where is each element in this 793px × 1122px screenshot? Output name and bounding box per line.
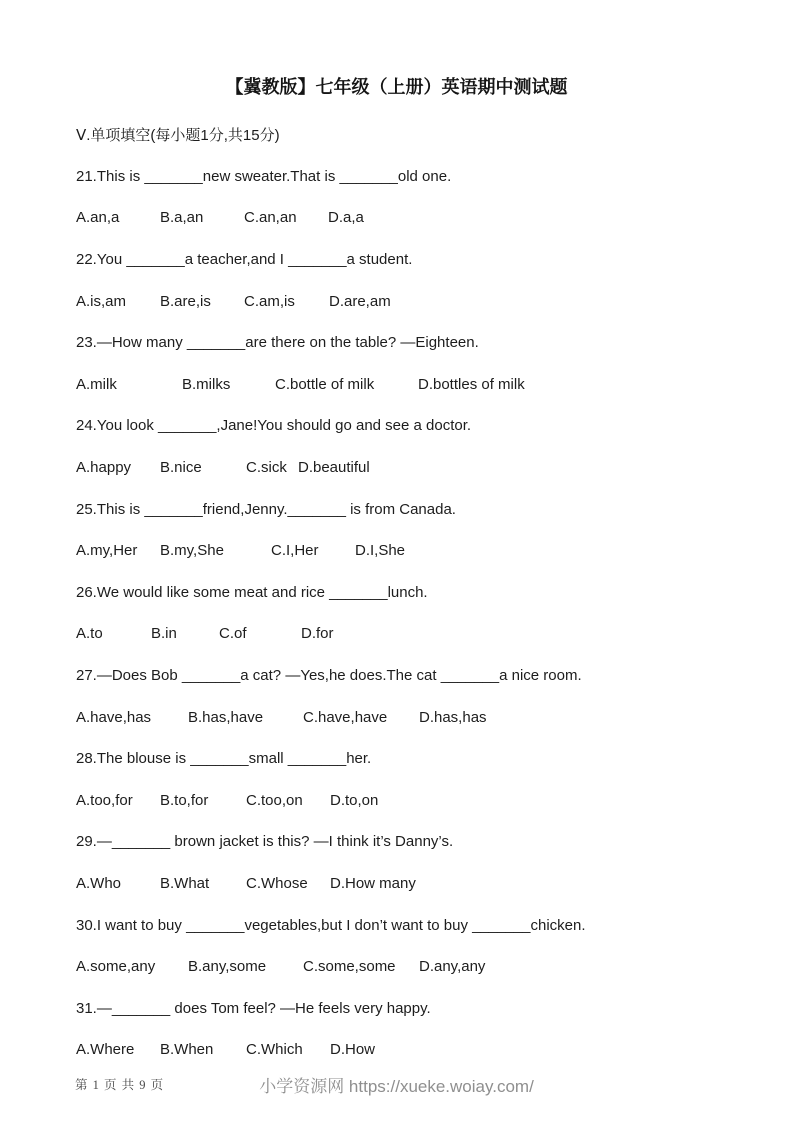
page-number: 第 1 页 共 9 页 [75,1078,165,1092]
option-d: D.beautiful [298,459,370,477]
option-a: A.to [76,625,103,643]
option-d: D.How [330,1041,376,1059]
option-c: C.too,on [246,791,303,809]
option-d: D.a,a [328,209,364,227]
option-d: D.How many [330,874,416,892]
option-a: A.milk [76,375,117,393]
option-b: B.When [160,1041,214,1059]
option-c: C.Which [246,1041,303,1059]
question-options [76,364,763,406]
option-c: C.sick [246,459,287,477]
question-options [76,613,763,655]
question-text: 27.—Does Bob _______a cat? —Yes,he does.The cat _______a nice room. [76,667,582,685]
questions-container [76,156,763,1071]
question-options [76,280,763,322]
option-a: A.is,am [76,292,127,310]
option-c: C.am,is [244,292,295,310]
page-title: 【冀教版】七年级（上册）英语期中测试题 [225,77,568,97]
option-b: B.in [151,625,177,643]
option-c: C.of [219,625,247,643]
option-c: C.Whose [246,874,308,892]
option-a: A.have,has [76,708,152,726]
question-options [76,696,763,738]
question-text: 24.You look _______,Jane!You should go and see a doctor. [76,417,472,435]
option-c: C.some,some [303,958,396,976]
question-text: 30.I want to buy _______vegetables,but I don’t want to buy _______chicken. [76,916,586,934]
question-text: 31.—_______ does Tom feel? —He feels very happy. [76,999,431,1017]
question-text: 29.—_______ brown jacket is this? —I think it’s Danny’s. [76,833,454,851]
option-c: C.an,an [244,209,297,227]
question-text: 25.This is _______friend,Jenny._______ is from Canada. [76,500,456,518]
option-b: B.any,some [188,958,267,976]
question-text: 28.The blouse is _______small _______her. [76,750,372,768]
question-list [76,114,763,1071]
option-d: D.any,any [419,958,486,976]
option-a: A.Where [76,1041,135,1059]
option-b: B.to,for [160,791,209,809]
page-footer [0,1070,793,1096]
option-b: B.What [160,874,210,892]
option-b: B.a,an [160,209,204,227]
question-options [76,530,763,572]
option-c: C.bottle of milk [275,375,375,393]
option-c: C.I,Her [271,542,319,560]
option-a: A.too,for [76,791,133,809]
option-d: D.I,She [355,542,406,560]
option-c: C.have,have [303,708,388,726]
question-options [76,197,763,239]
question-options [76,863,763,905]
option-d: D.for [301,625,334,643]
option-b: B.are,is [160,292,211,310]
option-b: B.has,have [188,708,264,726]
option-d: D.bottles of milk [418,375,525,393]
option-d: D.to,on [330,791,379,809]
question-text: 22.You _______a teacher,and I _______a student. [76,251,413,269]
option-a: A.my,Her [76,542,138,560]
option-b: B.nice [160,459,202,477]
question-text: 23.—How many _______are there on the table? —Eighteen. [76,334,479,352]
watermark: 小学资源网 https://xueke.woiay.com/ [259,1077,534,1096]
question-options [76,447,763,489]
option-a: A.an,a [76,209,120,227]
question-options [76,780,763,822]
option-d: D.has,has [419,708,487,726]
question-text: 26.We would like some meat and rice _______lunch. [76,583,428,601]
option-a: A.some,any [76,958,156,976]
option-a: A.Who [76,874,122,892]
section-header: Ⅴ.单项填空(每小题1分,共15分) [76,127,280,145]
question-options [76,1029,763,1071]
option-b: B.my,She [160,542,224,560]
question-text: 21.This is _______new sweater.That is _______old one. [76,167,452,185]
option-a: A.happy [76,459,132,477]
option-b: B.milks [182,375,231,393]
question-options [76,946,763,988]
option-d: D.are,am [329,292,391,310]
